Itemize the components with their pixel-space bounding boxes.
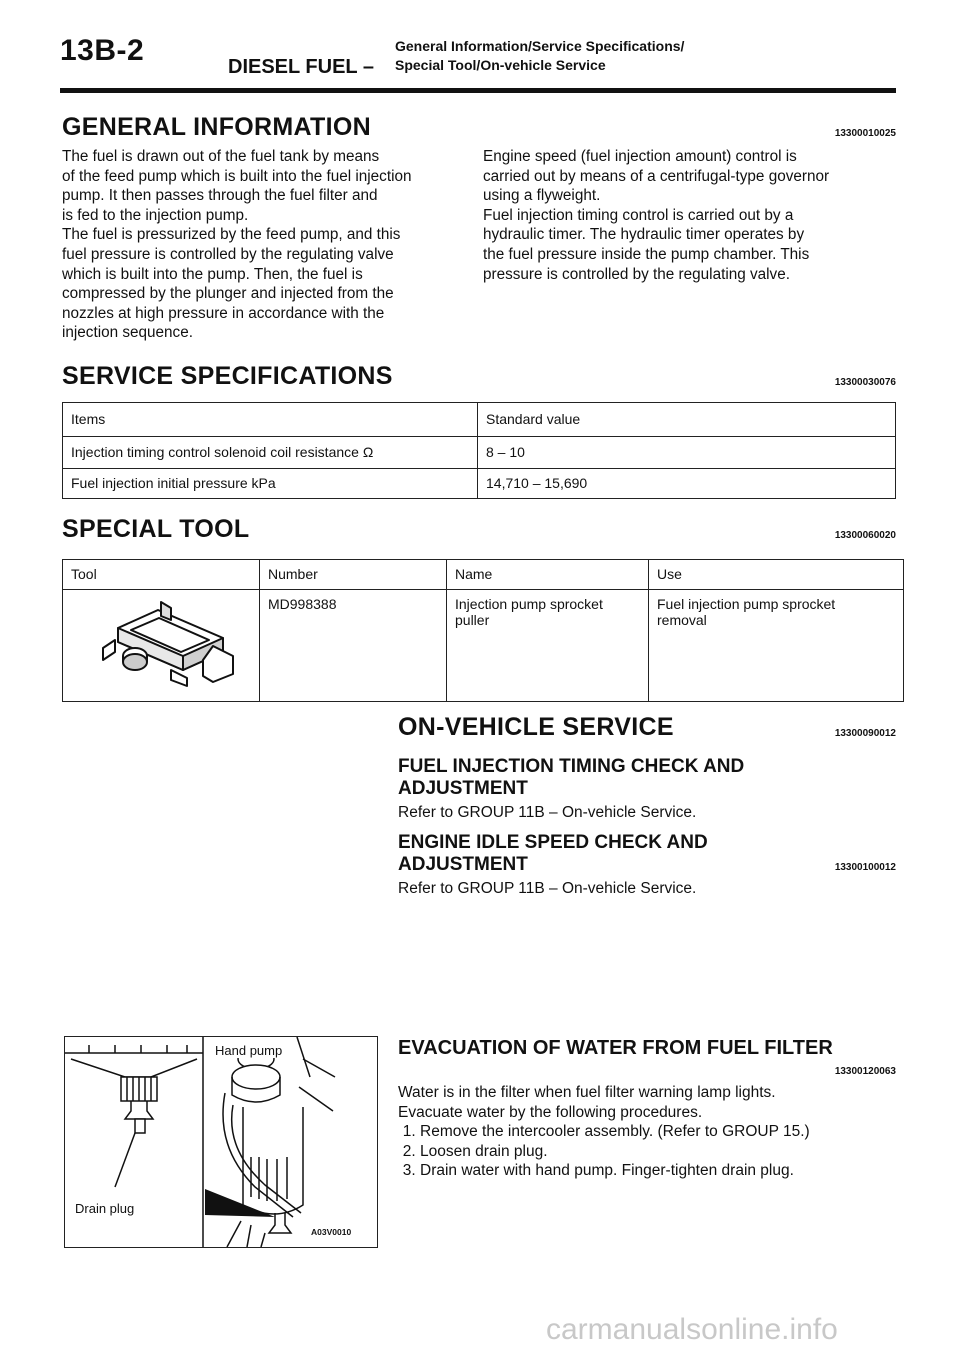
special-tool-heading: SPECIAL TOOL <box>62 515 250 543</box>
service-specifications-table <box>62 402 896 499</box>
gi-left-line: The fuel is pressurized by the feed pump, and this <box>62 226 401 244</box>
header-rule <box>60 88 896 93</box>
heading-line: FUEL INJECTION TIMING CHECK AND <box>398 756 745 777</box>
table-header-cell: Number <box>260 560 447 590</box>
table-cell: Injection timing control solenoid coil resistance Ω <box>63 437 478 469</box>
gi-right-line: carried out by means of a centrifugal-type governor <box>483 167 830 185</box>
engine-idle-speed-body: Refer to GROUP 11B – On-vehicle Service. <box>398 880 697 897</box>
fuel-injection-timing-heading <box>398 756 744 800</box>
gi-left-line: is fed to the injection pump. <box>62 206 249 224</box>
evacuation-heading: EVACUATION OF WATER FROM FUEL FILTER <box>398 1037 833 1059</box>
table-header-cell: Standard value <box>478 403 896 437</box>
heading-line: ENGINE IDLE SPEED CHECK AND <box>398 832 708 853</box>
on-vehicle-service-code: 13300090012 <box>834 728 896 739</box>
hand-pump-label: Hand pump <box>215 1043 283 1058</box>
tool-number-cell: MD998388 <box>260 590 447 702</box>
evacuation-body <box>398 1083 898 1181</box>
table-cell: Fuel injection initial pressure kPa <box>63 469 478 499</box>
gi-right-line: Fuel injection timing control is carried out by a <box>483 206 794 224</box>
table-cell: 14,710 – 15,690 <box>478 469 896 499</box>
tool-use-line: Fuel injection pump sprocket <box>657 596 836 612</box>
engine-idle-speed-heading <box>398 832 708 876</box>
drain-plug-label: Drain plug <box>75 1201 135 1216</box>
table-cell: 8 – 10 <box>478 437 896 469</box>
on-vehicle-service-heading: ON-VEHICLE SERVICE <box>398 713 674 741</box>
general-info-left-column <box>62 147 450 343</box>
header-subtitle-line1: General Information/Service Specifications/ <box>395 38 685 54</box>
gi-right-line: using a flyweight. <box>483 187 601 205</box>
heading-line: ADJUSTMENT <box>398 854 528 875</box>
tool-name-line: puller <box>455 612 490 628</box>
evacuation-code: 13300120063 <box>834 1066 896 1077</box>
table-row <box>63 437 896 469</box>
table-header-cell: Use <box>649 560 904 590</box>
watermark-text: carmanualsonline.info <box>546 1313 838 1346</box>
gi-left-line: injection sequence. <box>62 324 193 342</box>
list-item: 2. Loosen drain plug. <box>420 1142 898 1162</box>
tool-name-line: Injection pump sprocket <box>455 596 603 612</box>
intro-line: Evacuate water by the following procedures. <box>398 1103 703 1121</box>
sprocket-puller-tool-icon <box>63 590 253 698</box>
gi-left-line: The fuel is drawn out of the fuel tank by means <box>62 148 380 165</box>
tool-use-line: removal <box>657 612 707 628</box>
gi-right-line: pressure is controlled by the regulating valve. <box>483 265 790 283</box>
gi-right-line: the fuel pressure inside the pump chamber. This <box>483 245 810 263</box>
fuel-filter-figure <box>64 1036 378 1248</box>
general-information-heading: GENERAL INFORMATION <box>62 113 371 141</box>
general-information-code: 13300010025 <box>834 128 896 139</box>
special-tool-table <box>62 559 904 702</box>
table-header-row <box>63 403 896 437</box>
general-info-right-column <box>483 147 895 284</box>
page-number: 13B-2 <box>60 34 145 67</box>
fuel-injection-timing-body: Refer to GROUP 11B – On-vehicle Service. <box>398 804 697 821</box>
engine-idle-speed-code: 13300100012 <box>834 862 896 873</box>
tool-image-cell <box>63 590 260 702</box>
special-tool-code: 13300060020 <box>834 530 896 541</box>
table-row <box>63 590 904 702</box>
gi-right-line: Engine speed (fuel injection amount) control is <box>483 148 797 165</box>
gi-left-line: compressed by the plunger and injected from the <box>62 285 394 303</box>
service-specifications-code: 13300030076 <box>834 377 896 388</box>
gi-left-line: pump. It then passes through the fuel filter and <box>62 187 378 205</box>
service-specifications-heading: SERVICE SPECIFICATIONS <box>62 362 393 390</box>
tool-use-cell <box>649 590 904 702</box>
figure-code: A03V0010 <box>311 1227 352 1237</box>
list-item: 3. Drain water with hand pump. Finger-tighten drain plug. <box>420 1161 898 1181</box>
intro-line: Water is in the filter when fuel filter warning lamp lights. <box>398 1084 776 1101</box>
table-header-cell: Name <box>447 560 649 590</box>
section-title: DIESEL FUEL – <box>228 56 374 78</box>
table-header-row <box>63 560 904 590</box>
heading-line: ADJUSTMENT <box>398 778 528 799</box>
gi-left-line: fuel pressure is controlled by the regulating valve <box>62 245 394 263</box>
gi-right-line: hydraulic timer. The hydraulic timer operates by <box>483 226 805 244</box>
gi-left-line: which is built into the pump. Then, the fuel is <box>62 265 363 283</box>
gi-left-line: nozzles at high pressure in accordance with the <box>62 304 385 322</box>
table-row <box>63 469 896 499</box>
gi-left-line: of the feed pump which is built into the fuel injection <box>62 167 412 185</box>
table-header-cell: Items <box>63 403 478 437</box>
table-header-cell: Tool <box>63 560 260 590</box>
evacuation-steps <box>398 1122 898 1181</box>
tool-name-cell <box>447 590 649 702</box>
header-subtitle-line2: Special Tool/On-vehicle Service <box>395 57 606 73</box>
list-item: 1. Remove the intercooler assembly. (Refer to GROUP 15.) <box>420 1122 898 1142</box>
